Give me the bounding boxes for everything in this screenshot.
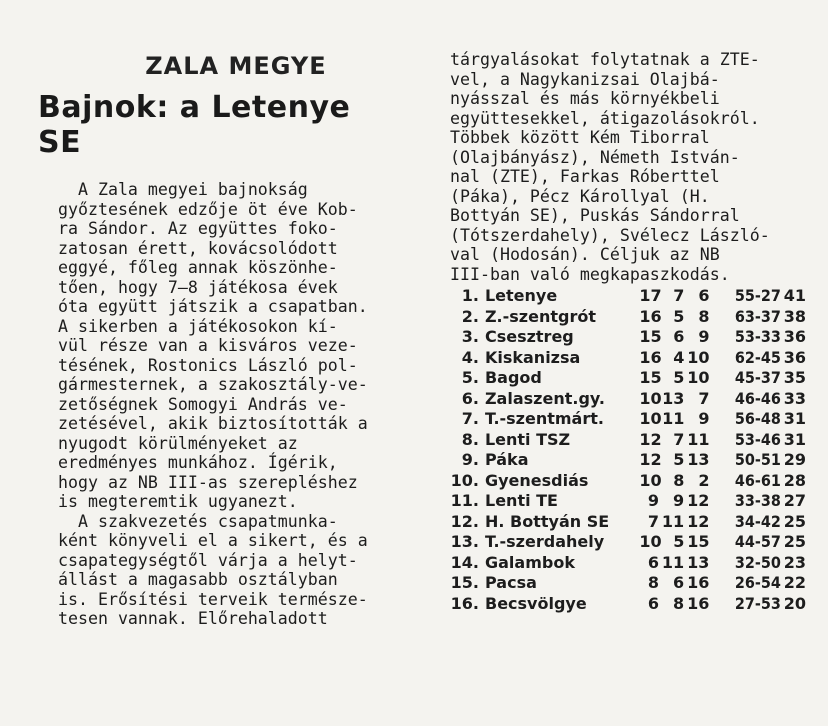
table-row [450, 532, 806, 553]
text-line: ra Sándor. Az együttes foko- [58, 219, 338, 238]
goals-cell: 27-53 [734, 593, 781, 613]
losses-cell: 13 [687, 552, 710, 572]
article-headline: Bajnok: a Letenye SE [38, 90, 351, 160]
text-line: győztesének edzője öt éve Kob- [58, 199, 358, 219]
wins-cell: 4 [673, 347, 685, 367]
goals-cell: 53-46 [734, 429, 781, 449]
played-cell: 10 [639, 470, 662, 490]
goals-cell: 45-37 [734, 368, 781, 387]
text-line: állást a magasabb osztályban [58, 570, 338, 589]
text-line: zatosan érett, kovácsolódott [58, 238, 338, 258]
played-cell: 10 [639, 388, 662, 408]
table-row [450, 573, 806, 594]
goals-cell: 55-27 [734, 286, 781, 305]
rank-cell: 3. [461, 327, 479, 346]
section-kicker: ZALA MEGYE [145, 52, 327, 80]
table-row [450, 450, 806, 471]
points-cell: 35 [783, 368, 807, 387]
rank-cell: 11. [450, 491, 479, 510]
text-line: eredményes munkához. Ígérik, [58, 453, 338, 472]
rank-cell: 5. [461, 368, 479, 387]
wins-cell: 7 [673, 429, 685, 449]
text-line: (Tótszerdahely), Svélecz László- [450, 225, 770, 245]
points-cell: 20 [783, 593, 807, 613]
rank-cell: 12. [450, 511, 479, 531]
rank-cell: 8. [461, 429, 479, 449]
goals-cell: 33-38 [734, 491, 781, 510]
goals-cell: 34-42 [734, 511, 781, 531]
rank-cell: 16. [450, 593, 479, 613]
played-cell: 12 [639, 450, 662, 469]
team-cell: Becsvölgye [485, 593, 587, 613]
table-row [450, 286, 806, 307]
losses-cell: 10 [687, 368, 710, 387]
goals-cell: 44-57 [734, 532, 781, 551]
goals-cell: 32-50 [734, 552, 781, 572]
losses-cell: 16 [687, 573, 710, 592]
text-line: A szakvezetés csapatmunka- [58, 511, 338, 531]
points-cell: 33 [783, 388, 807, 408]
points-cell: 23 [783, 552, 807, 572]
played-cell: 12 [639, 429, 662, 449]
text-line: tően, hogy 7—8 játékosa évek [58, 277, 338, 297]
rank-cell: 13. [450, 532, 479, 551]
wins-cell: 6 [673, 573, 685, 592]
goals-cell: 50-51 [734, 450, 781, 469]
table-row [450, 512, 806, 533]
wins-cell: 5 [673, 306, 685, 326]
points-cell: 31 [783, 429, 807, 449]
wins-cell: 11 [661, 552, 685, 572]
text-line: nal (ZTE), Farkas Róberttel [450, 167, 720, 186]
rank-cell: 14. [450, 552, 479, 572]
wins-cell: 9 [673, 491, 685, 510]
table-row [450, 594, 806, 615]
losses-cell: 2 [698, 470, 710, 490]
points-cell: 27 [783, 491, 807, 510]
text-line: is megteremtik ugyanezt. [58, 492, 298, 511]
text-line: A sikerben a játékosokon kí- [58, 316, 338, 336]
article-body-right [450, 50, 806, 284]
losses-cell: 11 [687, 429, 710, 449]
text-line: nyugodt körülményeket az [58, 433, 298, 453]
losses-cell: 10 [687, 347, 710, 367]
losses-cell: 12 [687, 491, 710, 510]
rank-cell: 10. [450, 470, 479, 490]
played-cell: 16 [639, 347, 662, 367]
points-cell: 22 [783, 573, 807, 592]
points-cell: 36 [783, 327, 807, 346]
team-cell: Zalaszent.gy. [484, 388, 605, 408]
left-column [38, 40, 394, 629]
team-cell: Galambok [485, 552, 575, 572]
text-line: együttesekkel, átigazolásokról. [450, 108, 760, 128]
text-line: óta együtt játszik a csapatban. [58, 297, 368, 316]
wins-cell: 6 [673, 327, 685, 346]
team-cell: H. Bottyán SE [485, 511, 610, 531]
wins-cell: 5 [673, 532, 685, 551]
team-cell: Letenye [484, 286, 558, 305]
goals-cell: 63-37 [734, 306, 781, 326]
text-line: gármesternek, a szakosztály-ve- [58, 375, 368, 394]
table-row [450, 430, 806, 451]
team-cell: T.-szentmárt. [484, 409, 604, 428]
text-line: Bottyán SE), Puskás Sándorral [450, 206, 740, 225]
text-line: vel, a Nagykanizsai Olajbá- [450, 69, 720, 89]
table-row [450, 307, 806, 328]
text-line: nyásszal és más környékbeli [450, 89, 720, 108]
points-cell: 36 [783, 347, 807, 367]
table-row [450, 348, 806, 369]
text-line: eggyé, főleg annak köszönhe- [58, 258, 338, 277]
table-row [450, 327, 806, 348]
text-line: is. Erősítési terveik természe- [58, 589, 368, 609]
losses-cell: 8 [698, 306, 710, 326]
wins-cell: 11 [662, 409, 685, 428]
goals-cell: 53-33 [734, 327, 781, 346]
team-cell: Páka [484, 450, 529, 469]
text-line: III-ban való megkapaszkodás. [450, 264, 730, 284]
team-cell: Z.-szentgrót [484, 306, 596, 326]
goals-cell: 46-46 [734, 388, 781, 408]
text-line: csapategységtől várja a helyt- [58, 550, 358, 570]
text-line: (Páka), Pécz Károllyal (H. [450, 186, 710, 206]
article-body-left [58, 180, 394, 629]
goals-cell: 46-61 [734, 470, 781, 490]
played-cell: 9 [647, 491, 660, 510]
wins-cell: 5 [673, 368, 685, 387]
text-line: ként könyveli el a sikert, és a [58, 531, 368, 550]
rank-cell: 15. [450, 573, 479, 592]
wins-cell: 7 [673, 286, 685, 305]
text-line: tésének, Rostonics László pol- [58, 355, 358, 375]
table-row [450, 389, 806, 410]
points-cell: 38 [783, 306, 807, 326]
played-cell: 10 [639, 409, 662, 428]
points-cell: 25 [783, 511, 807, 531]
points-cell: 25 [783, 532, 807, 551]
goals-cell: 56-48 [734, 409, 781, 428]
points-cell: 31 [783, 409, 807, 428]
table-row [450, 368, 806, 389]
played-cell: 15 [639, 368, 662, 387]
text-line: A Zala megyei bajnokság [58, 180, 308, 199]
text-line: zetőségnek Somogyi András ve- [58, 394, 348, 414]
team-cell: Pacsa [485, 573, 537, 592]
points-cell: 41 [783, 286, 807, 305]
losses-cell: 16 [687, 593, 710, 613]
text-line: tárgyalásokat folytatnak a ZTE- [450, 50, 760, 69]
losses-cell: 6 [698, 286, 710, 305]
team-cell: Gyenesdiás [484, 470, 589, 490]
wins-cell: 11 [661, 511, 685, 531]
team-cell: Lenti TSZ [484, 429, 571, 449]
text-line: val (Hodosán). Céljuk az NB [450, 245, 720, 264]
text-line: (Olajbányász), Németh István- [450, 147, 740, 167]
text-line: vül része van a kisváros veze- [58, 336, 358, 355]
played-cell: 16 [639, 306, 662, 326]
played-cell: 8 [647, 573, 660, 592]
table-row [450, 553, 806, 574]
losses-cell: 9 [698, 409, 710, 428]
wins-cell: 13 [662, 388, 685, 408]
rank-cell: 2. [461, 306, 479, 326]
losses-cell: 12 [687, 511, 710, 531]
losses-cell: 15 [687, 532, 710, 551]
played-cell: 17 [639, 286, 662, 305]
played-cell: 7 [647, 511, 660, 531]
team-cell: Bagod [484, 368, 542, 387]
team-cell: T.-szerdahely [484, 532, 605, 551]
played-cell: 6 [647, 552, 660, 572]
points-cell: 28 [783, 470, 807, 490]
wins-cell: 8 [673, 470, 685, 490]
text-line: hogy az NB III-as szerepléshez [58, 472, 358, 492]
right-column [450, 50, 806, 614]
team-cell: Lenti TE [485, 491, 558, 510]
played-cell: 10 [639, 532, 662, 551]
table-row [450, 471, 806, 492]
points-cell: 29 [783, 450, 807, 469]
losses-cell: 13 [687, 450, 710, 469]
team-cell: Csesztreg [484, 327, 574, 346]
played-cell: 15 [639, 327, 662, 346]
rank-cell: 6. [461, 388, 479, 408]
team-cell: Kiskanizsa [484, 347, 581, 367]
played-cell: 6 [647, 593, 660, 613]
goals-cell: 26-54 [734, 573, 781, 592]
losses-cell: 9 [698, 327, 710, 346]
wins-cell: 5 [673, 450, 685, 469]
goals-cell: 62-45 [734, 347, 781, 367]
text-line: Többek között Kém Tiborral [450, 128, 710, 147]
wins-cell: 8 [673, 593, 685, 613]
table-row [450, 491, 806, 512]
text-line: zetésével, akik biztosították a [58, 414, 368, 433]
rank-cell: 4. [461, 347, 479, 367]
text-line: tesen vannak. Előrehaladott [58, 609, 328, 628]
standings-table [450, 286, 806, 614]
rank-cell: 9. [461, 450, 479, 469]
losses-cell: 7 [698, 388, 710, 408]
table-row [450, 409, 806, 430]
rank-cell: 7. [461, 409, 479, 428]
rank-cell: 1. [461, 286, 479, 305]
